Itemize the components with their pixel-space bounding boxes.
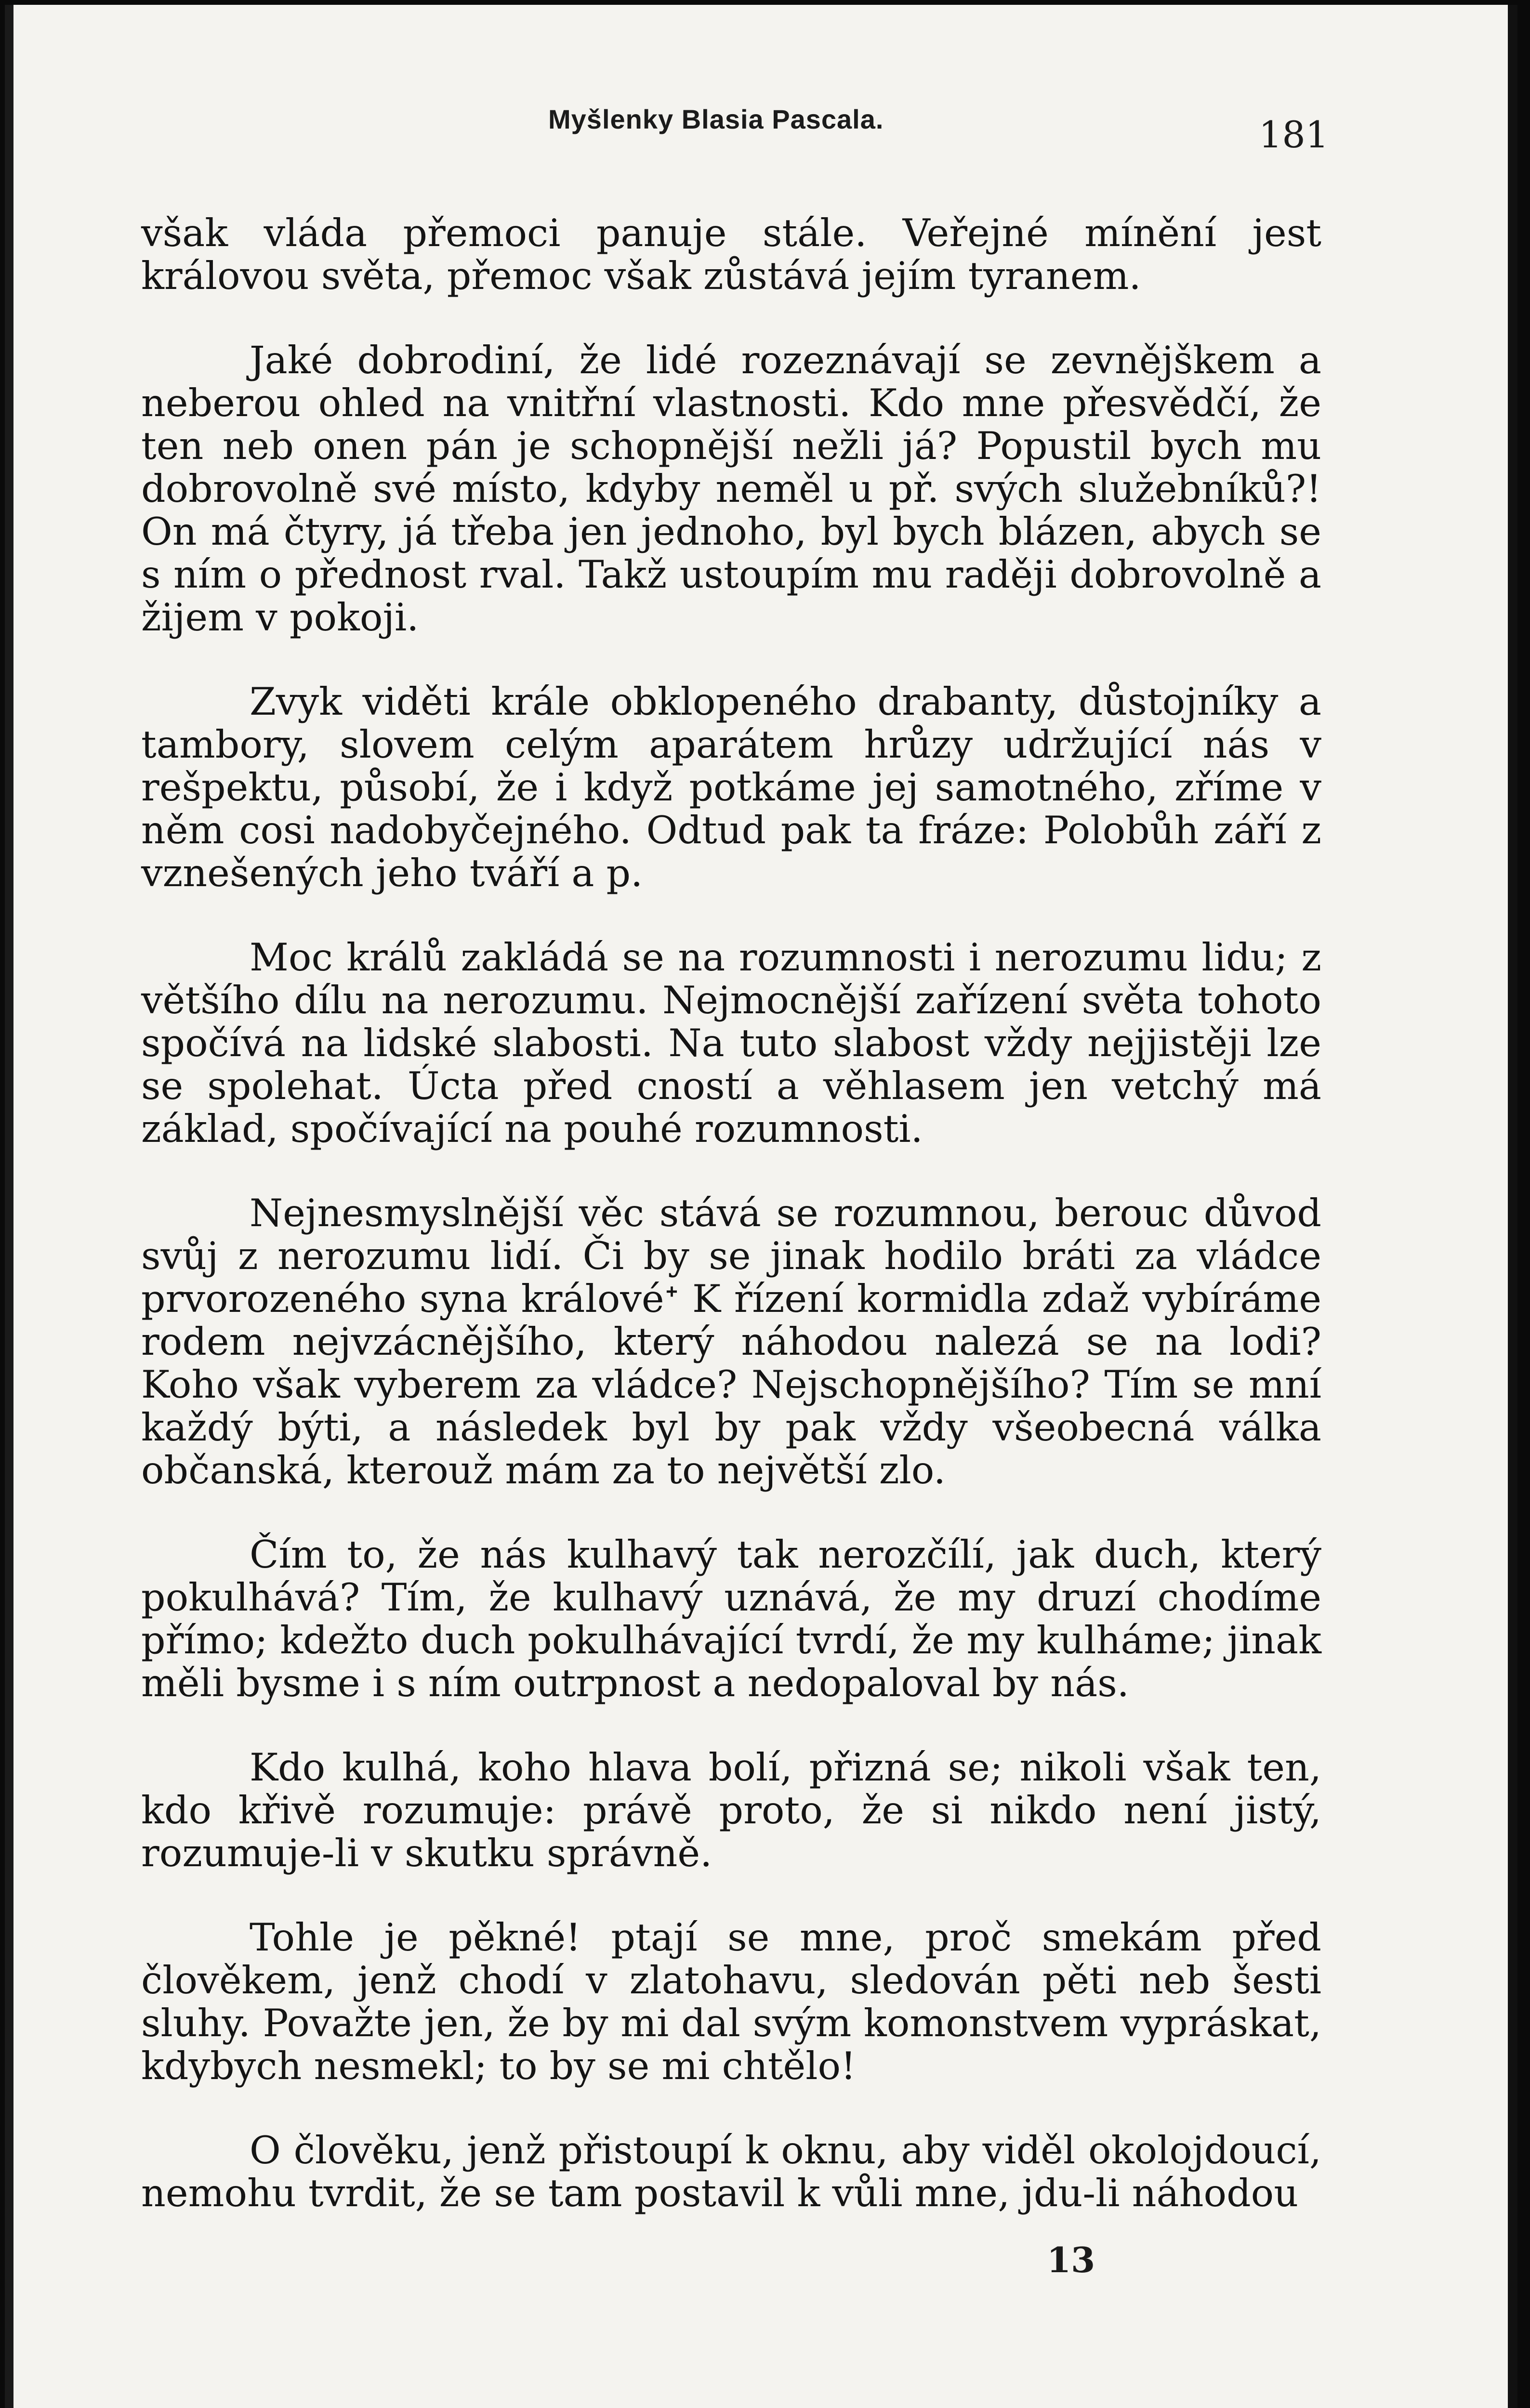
paragraph-4: Moc králů zakládá se na rozumnosti i nerozumu lidu; z většího dílu na nerozumu. Nejmocnější zařízení světa tohoto spočívá na lidské slabosti. Na tuto slabost vždy nejjistěji lze se spolehat. Úcta před cností a věhlasem jen vetchý má základ, spočívající na pouhé rozumnosti.	[141, 935, 1321, 1151]
page-edge	[1508, 5, 1517, 2408]
paragraph-6: Čím to, že nás kulhavý tak nerozčílí, jak duch, který pokulhává? Tím, že kulhavý uznává, že my druzí chodíme přímo; kdežto duch pokulhávající tvrdí, že my kulháme; jinak měli bysme i s ním outrpnost a nedopaloval by nás.	[141, 1532, 1321, 1705]
page-number: 181	[1259, 113, 1329, 156]
paragraph-5: Nejnesmyslnější věc stává se rozumnou, berouc důvod svůj z nerozumu lidí. Či by se jinak hodilo bráti za vládce prvorozeného syna královéᐩ K řízení kormidla zdaž vybíráme rodem nejvzácnějšího, který náhodou nalezá se na lodi? Koho však vyberem za vládce? Nejschopnějšího? Tím se mní každý býti, a následek byl by pak vždy všeobecná válka občanská, kterouž mám za to největší zlo.	[141, 1191, 1321, 1492]
body-text	[141, 212, 1321, 2215]
running-title: Myšlenky Blasia Pascala.	[548, 104, 884, 134]
paragraph-3: Zvyk viděti krále obklopeného drabanty, důstojníky a tambory, slovem celým aparátem hrůzy udržující nás v rešpektu, působí, že i když potkáme jej samotného, zříme v něm cosi nadobyčejného. Odtud pak ta fráze: Polobůh září z vznešených jeho tváří a p.	[141, 680, 1321, 895]
paragraph-9: O člověku, jenž přistoupí k oknu, aby viděl okolojdoucí, nemohu tvrdit, že se tam postavil k vůli mne, jdu-li náhodou	[141, 2128, 1321, 2215]
paragraph-2: Jaké dobrodiní, že lidé rozeznávají se zevnějškem a neberou ohled na vnitřní vlastnosti. Kdo mne přesvědčí, že ten neb onen pán je schopnější nežli já? Popustil bych mu dobrovolně své místo, kdyby neměl u př. svých služebníků?! On má čtyry, já třeba jen jednoho, byl bych blázen, abych se s ním o přednost rval. Takž ustoupím mu raději dobrovolně a žijem v pokoji.	[141, 338, 1321, 640]
paragraph-1: však vláda přemoci panuje stále. Veřejné mínění jest královou světa, přemoc však zůstává jejím tyranem.	[141, 211, 1321, 298]
paragraph-7: Kdo kulhá, koho hlava bolí, přizná se; nikoli však ten, kdo křivě rozumuje: právě proto, že si nikdo není jistý, rozumuje-li v skutku správně.	[141, 1745, 1321, 1875]
signature-mark: 13	[1047, 2239, 1095, 2280]
paragraph-8: Tohle je pěkné! ptají se mne, proč smekám před člověkem, jenž chodí v zlatohavu, sledován pěti neb šesti sluhy. Považte jen, že by mi dal svým komonstvem vypráskat, kdybych nesmekl; to by se mi chtělo!	[141, 1915, 1321, 2088]
book-page	[5, 5, 1517, 2408]
